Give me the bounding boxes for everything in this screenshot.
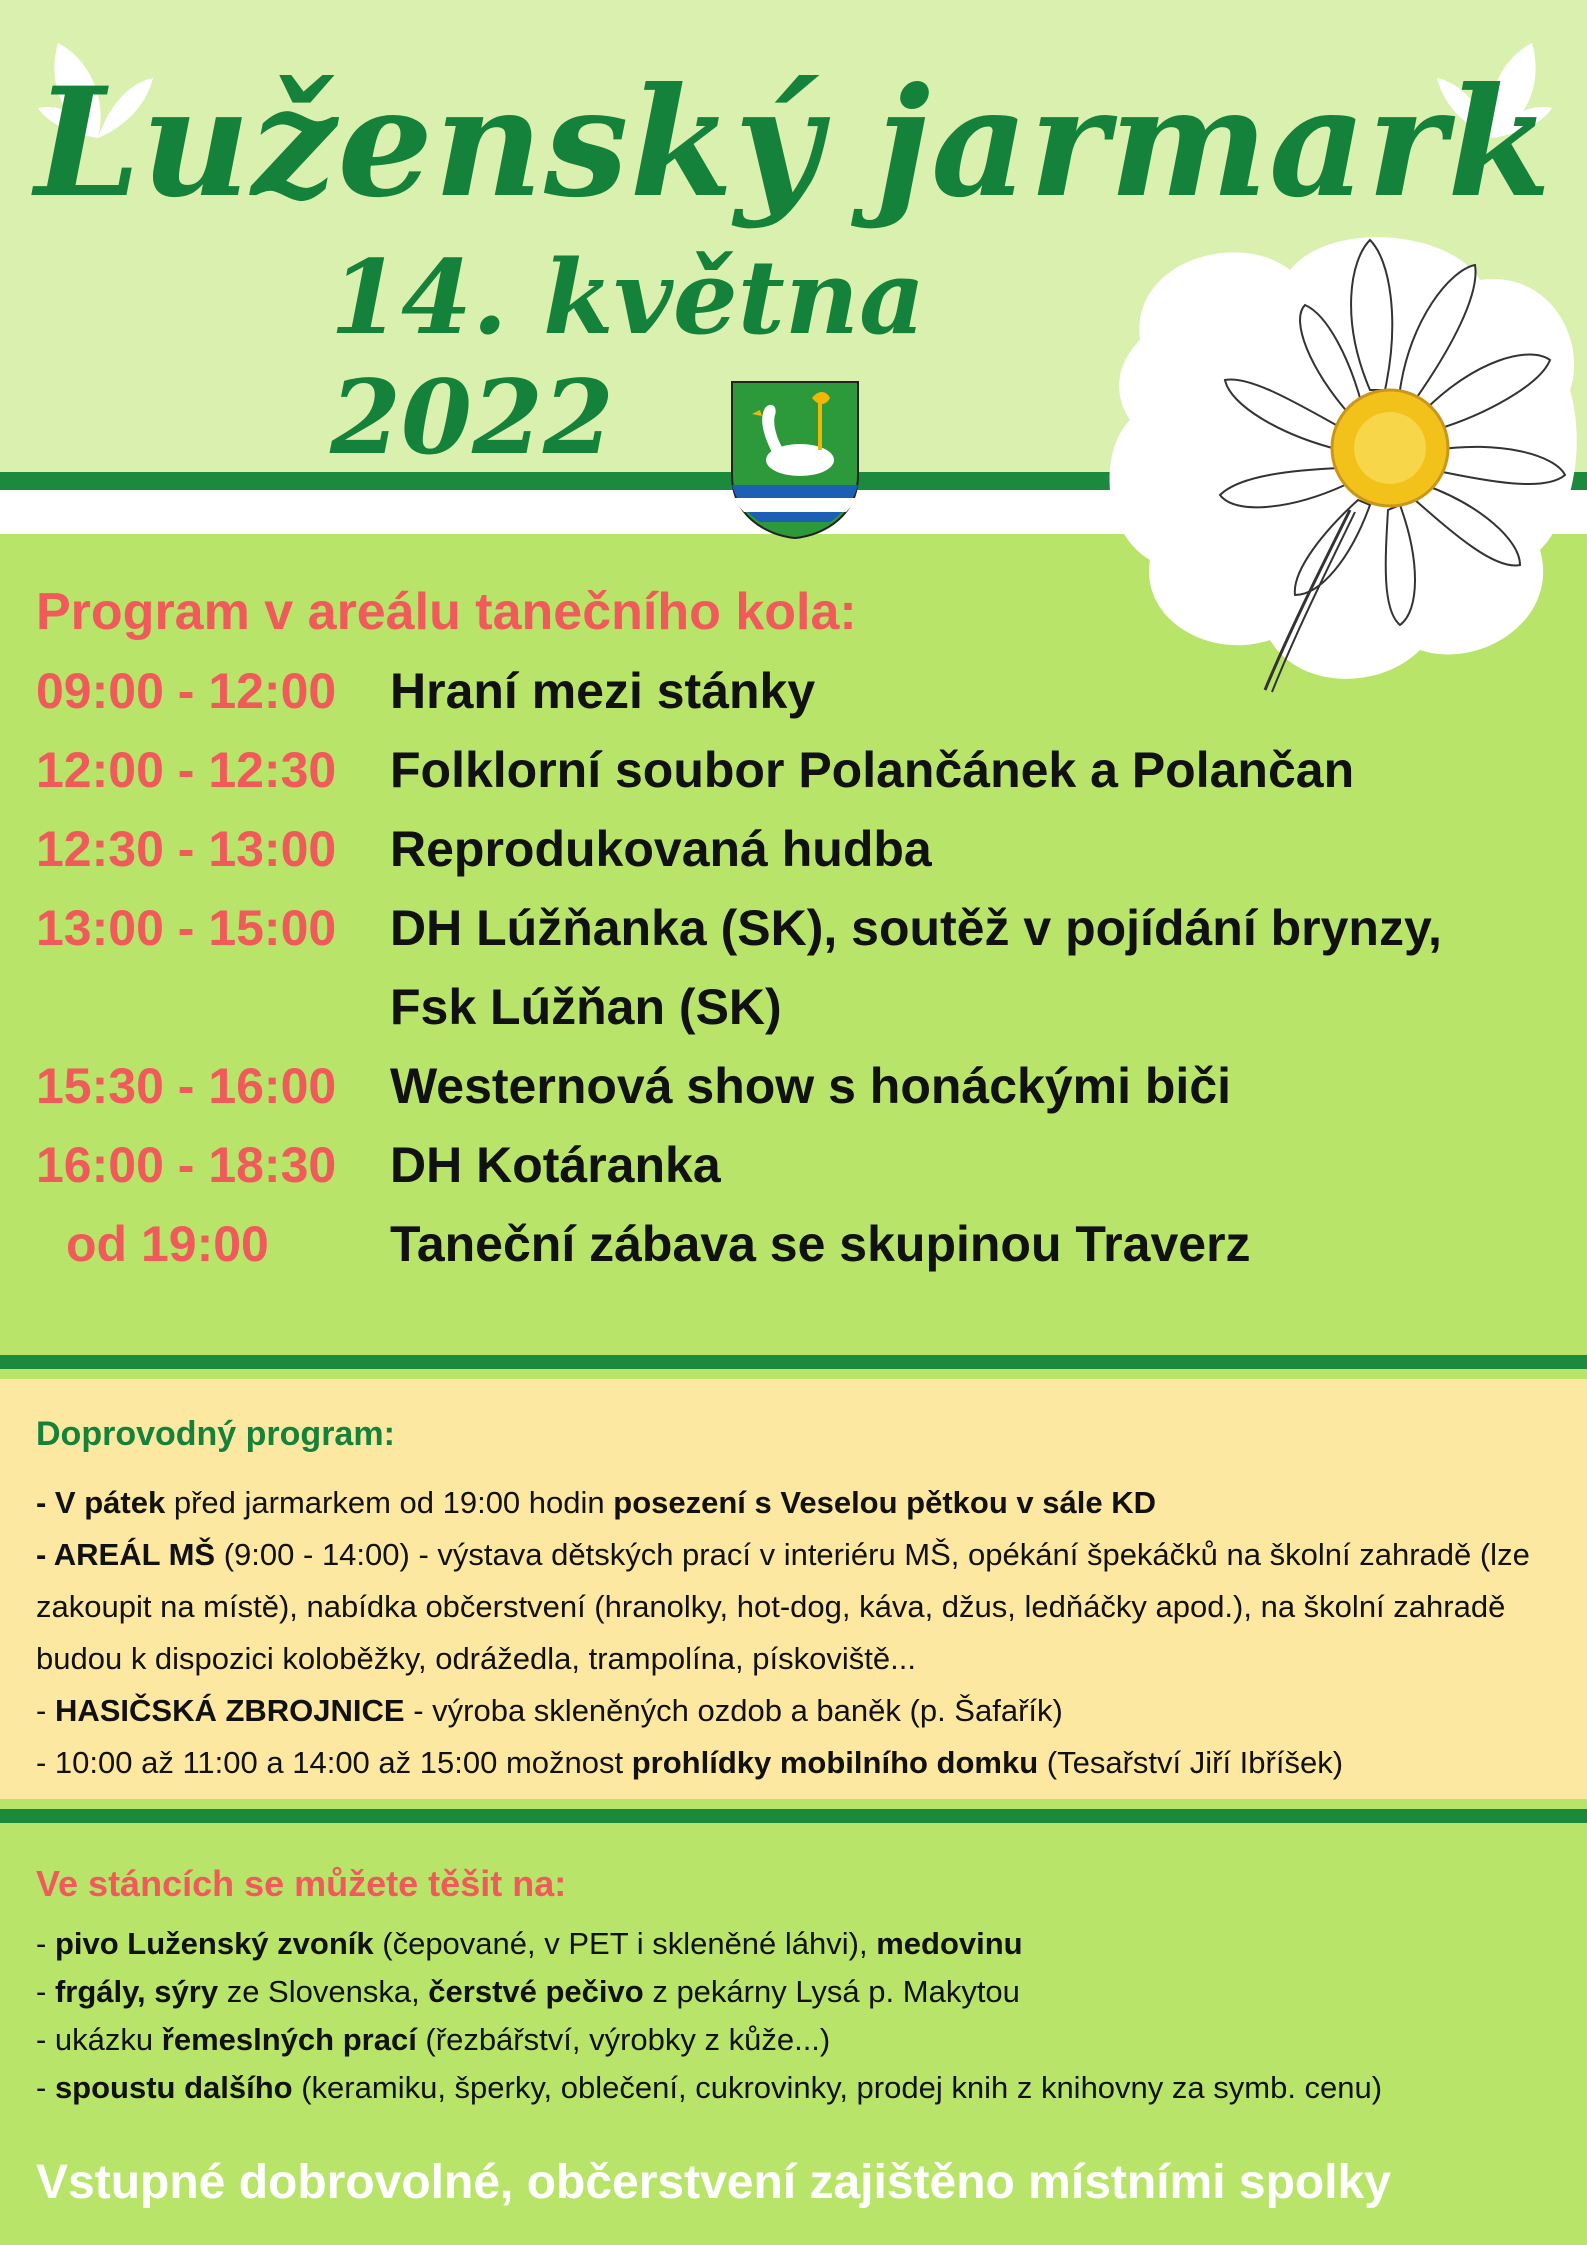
program-heading: Program v areálu tanečního kola:: [36, 583, 857, 641]
stalls-item: [36, 2016, 1556, 2064]
support-item-bold: HASIČSKÁ ZBROJNICE: [54, 1693, 405, 1728]
stalls-item-text: (keramiku, šperky, oblečení, cukrovinky, prodej knih z knihovny za symb. cenu): [292, 2070, 1383, 2105]
program-activity: DH Kotáranka: [390, 1137, 721, 1193]
support-item-bold: - AREÁL MŠ: [36, 1537, 216, 1572]
program-row: [36, 889, 1556, 968]
program-activity: Reprodukovaná hudba: [390, 821, 932, 877]
program-activity: Hraní mezi stánky: [390, 663, 816, 719]
program-time: 13:00 - 15:00: [36, 900, 337, 956]
stalls-item-text: ze Slovenska,: [218, 1974, 429, 2009]
stalls-heading: Ve stáncích se můžete těšit na:: [36, 1863, 567, 1904]
support-item: [36, 1685, 1556, 1737]
program-activity: DH Lúžňanka (SK), soutěž v pojídání brynzy,: [390, 900, 1442, 956]
program-activity: Westernová show s honáckými biči: [390, 1058, 1232, 1114]
program-time: 15:30 - 16:00: [36, 1058, 337, 1114]
stalls-item-bold: spoustu dalšího: [54, 2070, 293, 2105]
footer-note: Vstupné dobrovolné, občerstvení zajištěno místními spolky: [36, 2156, 1391, 2209]
support-section: [0, 1379, 1587, 1799]
support-item-text: před jarmarkem od 19:00 hodin: [165, 1485, 614, 1520]
stalls-item-bold: medovinu: [876, 1926, 1023, 1961]
support-item-bold: posezení s Veselou pětkou v sále KD: [613, 1485, 1156, 1520]
program-row: [36, 1126, 1556, 1205]
stalls-item-bold: pivo Luženský zvoník: [54, 1926, 374, 1961]
stalls-item-bold: čerstvé pečivo: [428, 1974, 644, 2009]
stalls-section: [36, 1860, 1556, 2112]
coat-of-arms-icon: [730, 380, 860, 540]
divider: [0, 1355, 1587, 1369]
stalls-item: [36, 1968, 1556, 2016]
program-activity: Fsk Lúžňan (SK): [390, 979, 782, 1035]
program-time: [36, 968, 390, 1047]
program-activity: Taneční zábava se skupinou Traverz: [390, 1216, 1251, 1272]
stalls-item-text: - ukázku: [36, 2022, 162, 2057]
stalls-item-text: (čepované, v PET i skleněné láhvi),: [373, 1926, 877, 1961]
program-row: [36, 652, 1556, 731]
stalls-item-text: -: [36, 2070, 55, 2105]
support-item: [36, 1737, 1556, 1789]
support-heading: Doprovodný program:: [36, 1415, 395, 1453]
program-time: 16:00 - 18:30: [36, 1137, 337, 1193]
support-item-bold: prohlídky mobilního domku: [631, 1745, 1039, 1780]
support-item-text: - 10:00 až 11:00 a 14:00 až 15:00 možnost: [36, 1745, 632, 1780]
divider: [0, 1369, 1587, 1379]
program-row: [36, 1047, 1556, 1126]
stalls-item-bold: řemeslných prací: [161, 2022, 417, 2057]
program-time: 09:00 - 12:00: [36, 663, 337, 719]
event-title: Luženský jarmark: [34, 55, 1553, 231]
stalls-item-text: -: [36, 1926, 55, 1961]
stalls-item-text: -: [36, 1974, 55, 2009]
program-time: 12:00 - 12:30: [36, 742, 337, 798]
stalls-item-bold: frgály, sýry: [54, 1974, 219, 2009]
stalls-item: [36, 2064, 1556, 2112]
event-date: 14. května 2022: [330, 238, 926, 478]
support-content: [36, 1411, 1556, 1789]
program-row: [36, 1205, 1556, 1284]
divider: [0, 1809, 1587, 1823]
program-time: od 19:00: [66, 1216, 269, 1272]
program-row: [36, 731, 1556, 810]
program-activity: Folklorní soubor Polančánek a Polančan: [390, 742, 1355, 798]
program-section: [36, 580, 1556, 1284]
program-time: 12:30 - 13:00: [36, 821, 337, 877]
support-item: [36, 1477, 1556, 1529]
support-item-text: -: [36, 1693, 55, 1728]
stalls-item-text: z pekárny Lysá p. Makytou: [643, 1974, 1020, 2009]
support-item-text: - výroba skleněných ozdob a baněk (p. Šafařík): [404, 1693, 1063, 1728]
support-item-text: (9:00 - 14:00) - výstava dětských prací v interiéru MŠ, opékání špekáčků na školní zahradě (lze zakoupit na místě), nabídka občerstvení (hranolky, hot-dog, káva, džus, ledňáčky apod.), na školní zahradě budou k dispozici koloběžky, odrážedla, trampolína, pískoviště...: [36, 1537, 1530, 1676]
stalls-item-text: (řezbářství, výrobky z kůže...): [416, 2022, 831, 2057]
stalls-item: [36, 1920, 1556, 1968]
support-item: [36, 1529, 1556, 1685]
support-item-bold: - V pátek: [36, 1485, 166, 1520]
program-row: [36, 968, 1556, 1047]
program-row: [36, 810, 1556, 889]
divider: [0, 1799, 1587, 1809]
support-item-text: (Tesařství Jiří Ibříšek): [1038, 1745, 1344, 1780]
